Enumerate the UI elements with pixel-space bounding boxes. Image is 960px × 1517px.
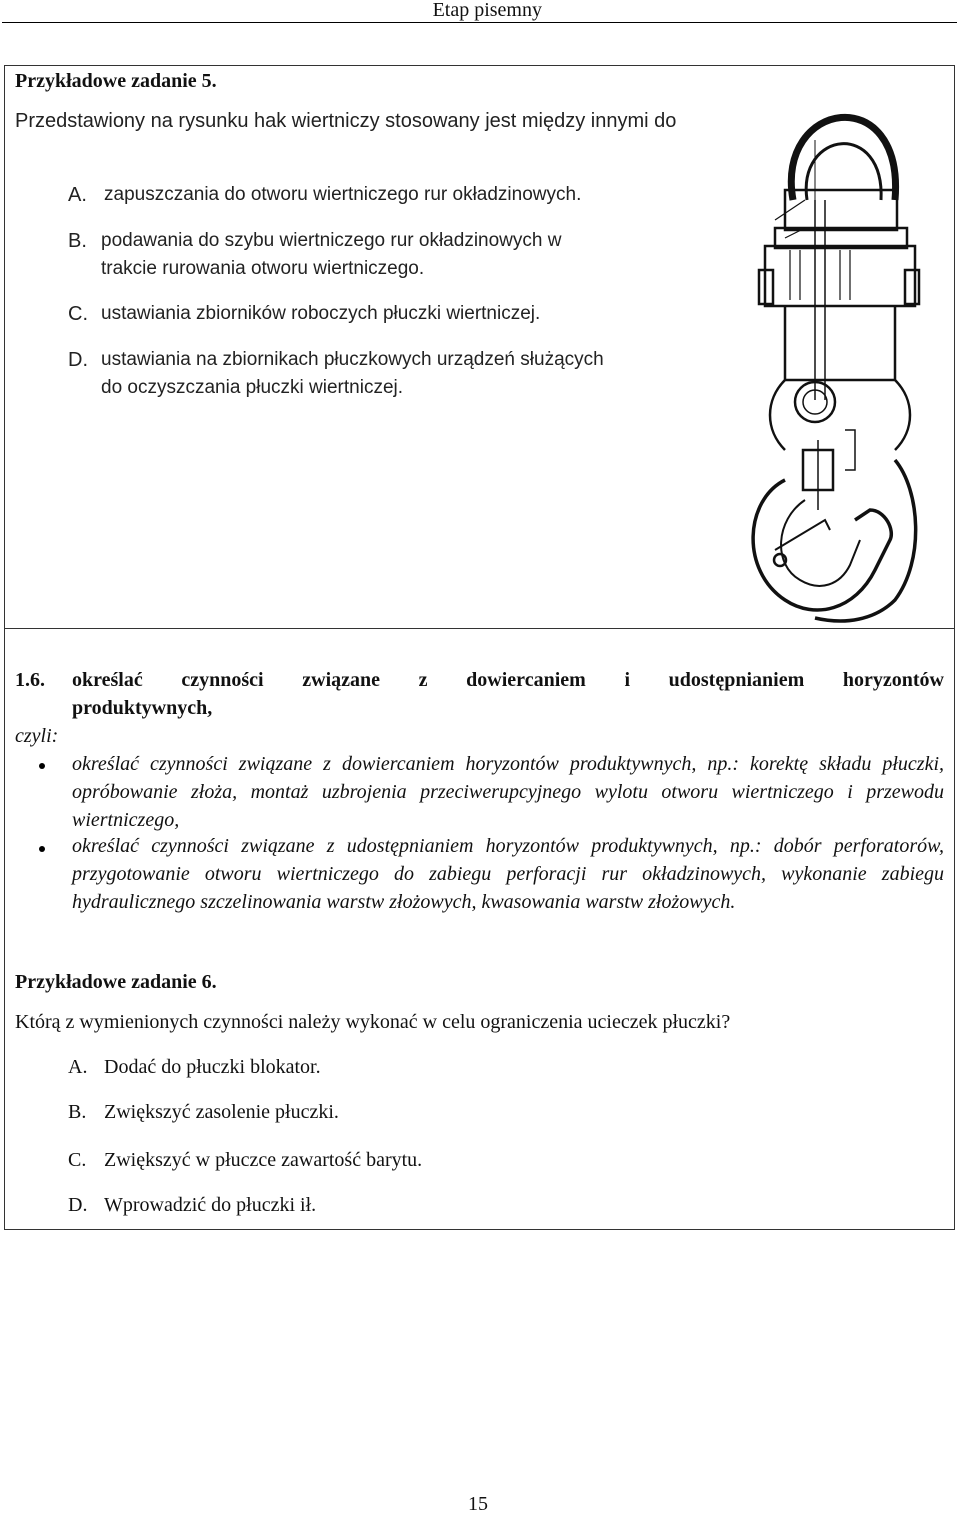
task5-option-b-letter: B.: [68, 230, 87, 252]
task6-option-b-letter: B.: [68, 1101, 87, 1123]
section-title-line2: produktywnych,: [72, 697, 213, 719]
section-title-line1: określać czynności związane z dowiercaniem i udostępnianiem horyzontów: [72, 669, 944, 691]
header-divider: [2, 22, 957, 23]
page-number: 15: [468, 1493, 488, 1515]
task6-option-d-letter: D.: [68, 1194, 88, 1216]
drilling-hook-drawing-icon: [745, 100, 945, 625]
section-intro: czyli:: [15, 725, 59, 747]
task6-option-c-text: Zwiększyć w płuczce zawartość barytu.: [104, 1149, 423, 1171]
task6-question: Którą z wymienionych czynności należy wykonać w celu ograniczenia ucieczek płuczki?: [15, 1011, 731, 1033]
task5-stem: Przedstawiony na rysunku hak wiertniczy stosowany jest między innymi do: [15, 110, 677, 132]
task5-option-d-letter: D.: [68, 349, 88, 371]
task5-option-a-text: zapuszczania do otworu wiertniczego rur okładzinowych.: [104, 184, 582, 205]
task6-option-c-letter: C.: [68, 1149, 87, 1171]
section-number: 1.6.: [15, 669, 45, 691]
bullet-icon: [39, 763, 45, 769]
task6-heading: Przykładowe zadanie 6.: [15, 971, 217, 993]
task6-option-a-text: Dodać do płuczki blokator.: [104, 1056, 321, 1078]
frame-divider: [4, 628, 955, 629]
task5-option-b-line2: trakcie rurowania otworu wiertniczego.: [101, 258, 425, 279]
task6-option-b-text: Zwiększyć zasolenie płuczki.: [104, 1101, 339, 1123]
page-header-title: Etap pisemny: [432, 0, 542, 21]
task5-option-c-text: ustawiania zbiorników roboczych płuczki wiertniczej.: [101, 303, 541, 324]
task5-option-d-line1: ustawiania na zbiornikach płuczkowych urządzeń służących: [101, 349, 604, 370]
bullet-icon: [39, 846, 45, 852]
section-bullet-2: określać czynności związane z udostępnianiem horyzontów produktywnych, np.: dobór perforatorów, przygotowanie otworu wiertniczego do zabiegu perforacji rur okładzinowych, wykonanie zabiegu hydraulicznego szczelinowania warstw złożowych, kwasowania warstw złożowych.: [72, 835, 944, 913]
task5-option-c-letter: C.: [68, 303, 88, 325]
task5-option-b-line1: podawania do szybu wiertniczego rur okładzinowych w: [101, 230, 562, 251]
task6-option-d-text: Wprowadzić do płuczki ił.: [104, 1194, 317, 1216]
task5-heading: Przykładowe zadanie 5.: [15, 70, 217, 92]
task5-option-a-letter: A.: [68, 184, 87, 206]
section-bullet-1: określać czynności związane z dowiercaniem horyzontów produktywnych, np.: korektę składu płuczki, opróbowanie złoża, montaż uzbrojenia przeciwerupcyjnego wylotu otworu wiertniczego i przewodu wiertniczego,: [72, 753, 944, 831]
task5-option-d-line2: do oczyszczania płuczki wiertniczej.: [101, 377, 404, 398]
task6-option-a-letter: A.: [68, 1056, 88, 1078]
